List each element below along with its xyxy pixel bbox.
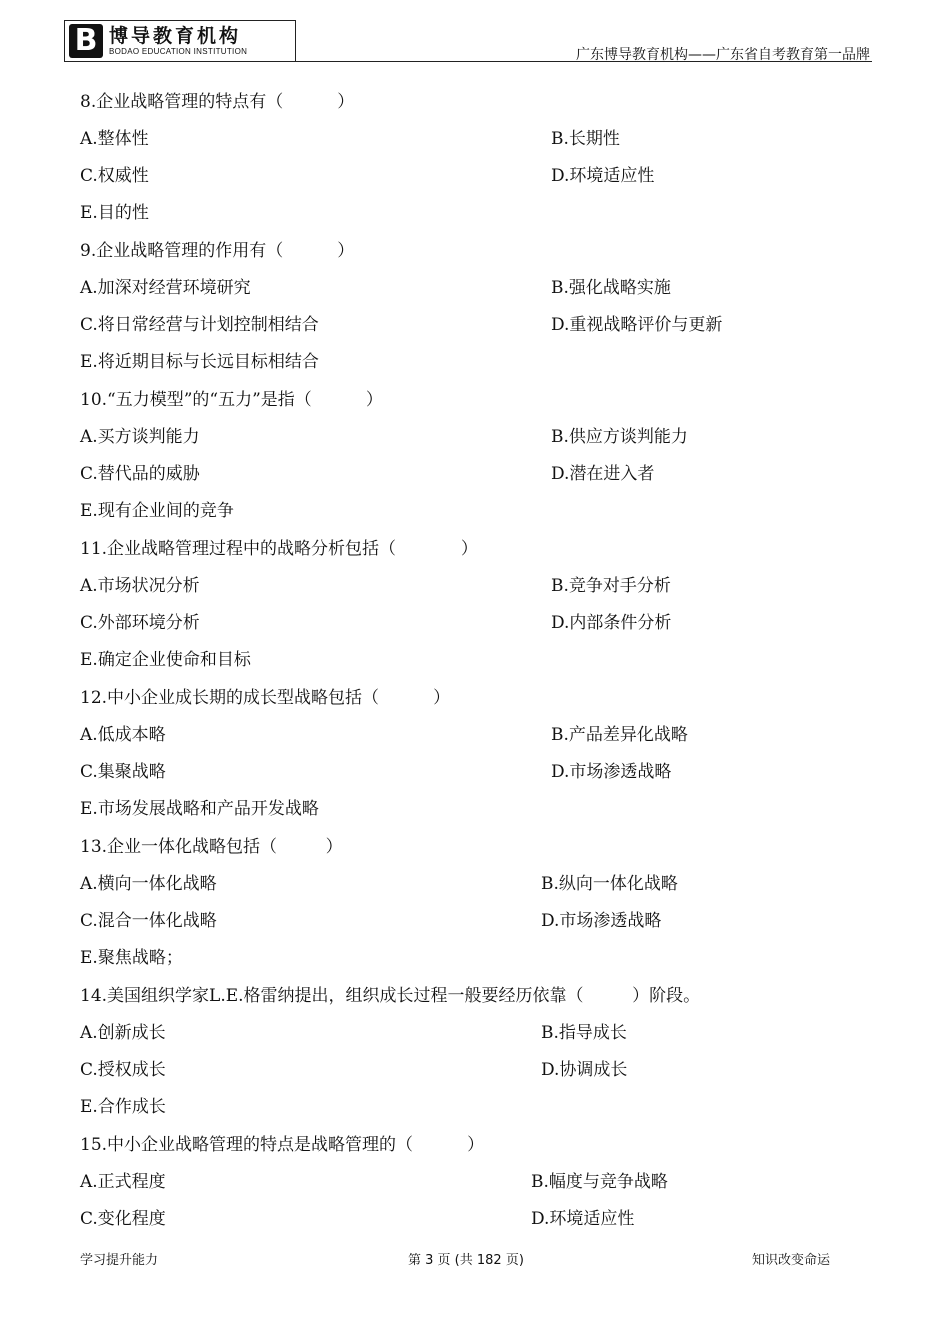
- option-b: B.幅度与竞争战略: [531, 1172, 668, 1192]
- option-a: A.正式程度: [80, 1172, 166, 1192]
- option-b: B.产品差异化战略: [551, 725, 688, 745]
- option-d: D.内部条件分析: [551, 613, 672, 633]
- option-c: C.将日常经营与计划控制相结合: [80, 315, 319, 335]
- brand-logo: [64, 20, 296, 62]
- question-stem: 13.企业一体化战略包括（ ）: [80, 837, 343, 857]
- option-e: E.将近期目标与长远目标相结合: [80, 352, 319, 372]
- option-a: A.买方谈判能力: [80, 427, 200, 447]
- option-d: D.环境适应性: [531, 1209, 635, 1229]
- option-a: A.加深对经营环境研究: [80, 278, 251, 298]
- option-b: B.纵向一体化战略: [541, 874, 678, 894]
- option-a: A.低成本略: [80, 725, 166, 745]
- option-b: B.竞争对手分析: [551, 576, 671, 596]
- option-b: B.强化战略实施: [551, 278, 671, 298]
- option-b: B.指导成长: [541, 1023, 627, 1043]
- option-d: D.潜在进入者: [551, 464, 655, 484]
- footer-left-text: 学习提升能力: [80, 1253, 159, 1268]
- option-c: C.外部环境分析: [80, 613, 200, 633]
- question-stem: 10.“五力模型”的“五力”是指（ ）: [80, 390, 383, 410]
- question-stem: 11.企业战略管理过程中的战略分析包括（ ）: [80, 539, 478, 559]
- option-e: E.目的性: [80, 203, 149, 223]
- option-c: C.授权成长: [80, 1060, 166, 1080]
- option-c: C.混合一体化战略: [80, 911, 217, 931]
- option-a: A.市场状况分析: [80, 576, 200, 596]
- header-slogan: 广东博导教育机构——广东省自考教育第一品牌: [576, 47, 870, 63]
- option-c: C.集聚战略: [80, 762, 166, 782]
- option-d: D.环境适应性: [551, 166, 655, 186]
- header-divider: [64, 61, 872, 62]
- option-c: C.权威性: [80, 166, 149, 186]
- option-e: E.合作成长: [80, 1097, 166, 1117]
- option-b: B.长期性: [551, 129, 620, 149]
- option-e: E.现有企业间的竞争: [80, 501, 234, 521]
- option-a: A.创新成长: [80, 1023, 166, 1043]
- option-c: C.变化程度: [80, 1209, 166, 1229]
- question-stem: 8.企业战略管理的特点有（ ）: [80, 92, 355, 112]
- option-e: E.确定企业使命和目标: [80, 650, 251, 670]
- question-stem: 14.美国组织学家L.E.格雷纳提出，组织成长过程一般要经历依靠（ ）阶段。: [80, 986, 701, 1006]
- option-d: D.重视战略评价与更新: [551, 315, 723, 335]
- option-e: E.聚焦战略；: [80, 948, 183, 968]
- option-c: C.替代品的威胁: [80, 464, 200, 484]
- question-stem: 15.中小企业战略管理的特点是战略管理的（ ）: [80, 1135, 485, 1155]
- logo-text: [109, 25, 247, 57]
- logo-chinese-name: 博导教育机构: [109, 25, 242, 47]
- option-e: E.市场发展战略和产品开发战略: [80, 799, 319, 819]
- option-d: D.协调成长: [541, 1060, 628, 1080]
- page-number: 第 3 页 (共 182 页): [408, 1253, 524, 1268]
- option-b: B.供应方谈判能力: [551, 427, 688, 447]
- option-a: A.整体性: [80, 129, 149, 149]
- logo-mark: B: [69, 24, 103, 58]
- footer-right-text: 知识改变命运: [752, 1253, 831, 1268]
- option-a: A.横向一体化战略: [80, 874, 217, 894]
- logo-english-name: BODAO EDUCATION INSTITUTION: [109, 47, 248, 56]
- question-stem: 9.企业战略管理的作用有（ ）: [80, 241, 355, 261]
- option-d: D.市场渗透战略: [541, 911, 662, 931]
- question-stem: 12.中小企业成长期的成长型战略包括（ ）: [80, 688, 451, 708]
- option-d: D.市场渗透战略: [551, 762, 672, 782]
